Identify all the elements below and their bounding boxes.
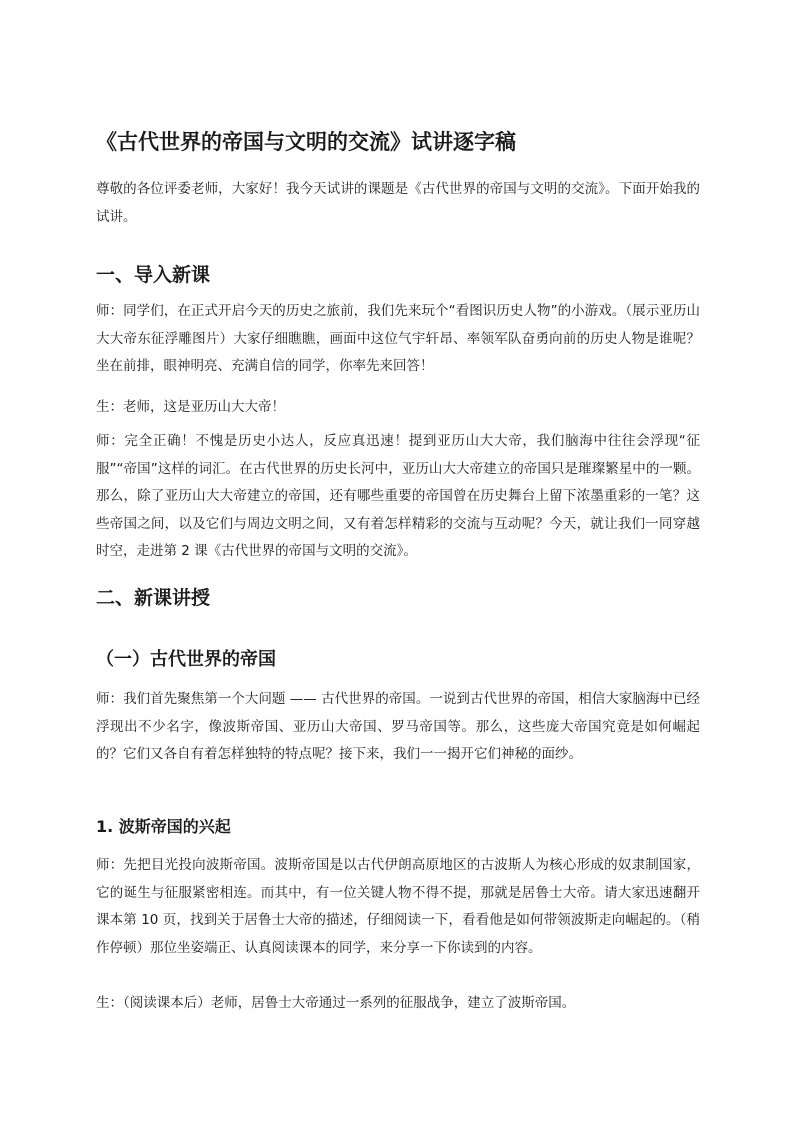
teacher-paragraph-1: 师：同学们，在正式开启今天的历史之旅前，我们先来玩个“看图识历史人物”的小游戏。（展示亚历山大大帝东征浮雕图片）大家仔细瞧瞧，画面中这位气宇轩昂、率领军队奋勇向前的历史人物是谁呢？坐在前排，眼神明亮、充满自信的同学，你率先来回答！ bbox=[96, 303, 700, 374]
subsection-heading-empires: （一）古代世界的帝国 bbox=[96, 649, 276, 670]
teacher-paragraph-3: 师：我们首先聚焦第一个大问题 —— 古代世界的帝国。一说到古代世界的帝国，相信大家脑海中已经浮现出不少名字，像波斯帝国、亚历山大帝国、罗马帝国等。那么，这些庞大帝国究竟是如何崛起的？它们又各自有着怎样独特的特点呢？接下来，我们一一揭开它们神秘的面纱。 bbox=[96, 691, 700, 762]
student-paragraph-2: 生：（阅读课本后）老师，居鲁士大帝通过一系列的征服战争，建立了波斯帝国。 bbox=[96, 995, 576, 1011]
student-paragraph-1: 生：老师，这是亚历山大大帝！ bbox=[96, 399, 285, 415]
section-heading-lecture: 二、新课讲授 bbox=[96, 587, 211, 609]
section-heading-intro: 一、导入新课 bbox=[96, 264, 211, 286]
document-title: 《古代世界的帝国与文明的交流》试讲逐字稿 bbox=[96, 130, 516, 154]
intro-paragraph: 尊敬的各位评委老师，大家好！我今天试讲的课题是《古代世界的帝国与文明的交流》。下面开始我的试讲。 bbox=[96, 181, 700, 225]
teacher-paragraph-4: 师：先把目光投向波斯帝国。波斯帝国是以古代伊朗高原地区的古波斯人为核心形成的奴隶制国家，它的诞生与征服紧密相连。而其中，有一位关键人物不得不提，那就是居鲁士大帝。请大家迅速翻开课本第 10 页，找到关于居鲁士大帝的描述，仔细阅读一下，看看他是如何带领波斯走向崛起的。（稍作停顿）那位坐姿端正、认真阅读课本的同学，来分享一下你读到的内容。 bbox=[96, 857, 700, 956]
teacher-paragraph-2: 师：完全正确！不愧是历史小达人，反应真迅速！提到亚历山大大帝，我们脑海中往往会浮现“征服”“帝国”这样的词汇。在古代世界的历史长河中，亚历山大大帝建立的帝国只是璀璨繁星中的一颗。那么，除了亚历山大大帝建立的帝国，还有哪些重要的帝国曾在历史舞台上留下浓墨重彩的一笔？这些帝国之间，以及它们与周边文明之间，又有着怎样精彩的交流与互动呢？今天，就让我们一同穿越时空，走进第 2 课《古代世界的帝国与文明的交流》。 bbox=[96, 433, 700, 559]
item-heading-persia: 1. 波斯帝国的兴起 bbox=[96, 817, 231, 836]
